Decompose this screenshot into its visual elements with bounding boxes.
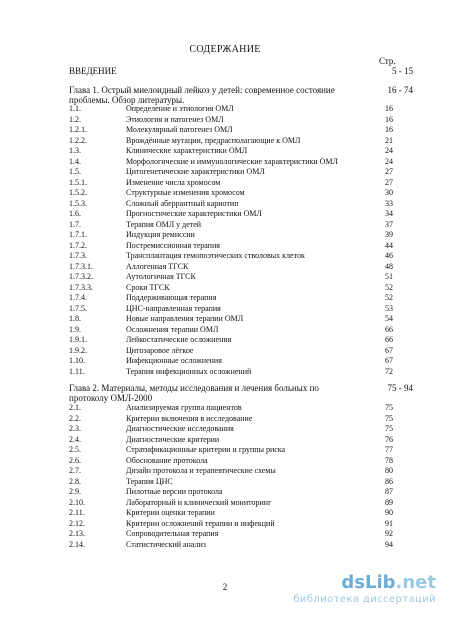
chapter1-title: Глава 1. Острый миелоидный лейкоз у детей: современное состояние проблемы. Обзор литературы. — [69, 85, 335, 105]
toc-number: 2.5. — [69, 445, 81, 454]
toc-number: 1.9.1. — [69, 335, 87, 344]
toc-page: 16 — [385, 104, 393, 113]
toc-title: Дизайн протокола и терапевтические схемы — [126, 466, 276, 475]
toc-page: 66 — [385, 324, 393, 334]
toc-title: Аутологичная ТГСК — [126, 272, 196, 281]
toc-number: 1.6. — [69, 209, 81, 218]
toc-row — [69, 325, 413, 336]
toc-number: 2.7. — [69, 466, 81, 475]
toc-row — [69, 519, 413, 530]
toc-title: Новые направления терапии ОМЛ — [126, 314, 244, 323]
toc-number: 1.7.3. — [69, 251, 87, 260]
toc-title: Анализируемая группа пациентов — [126, 403, 242, 412]
toc-number: 2.12. — [69, 518, 85, 528]
toc-page: 33 — [385, 198, 393, 208]
toc-title: Статистический анализ — [126, 539, 206, 549]
toc-title: Терапия инфекционных осложнений — [126, 366, 252, 376]
page-number: 2 — [222, 582, 228, 592]
toc-number: 1.7.1. — [69, 230, 87, 239]
toc-page: 66 — [385, 335, 393, 344]
toc-row — [69, 424, 413, 435]
toc-page: 16 — [385, 114, 393, 124]
toc-row — [69, 104, 413, 115]
toc-page: 16 — [385, 125, 393, 134]
toc-row — [69, 435, 413, 446]
toc-title: Индукция ремиссии — [126, 230, 195, 239]
toc-number: 2.2. — [69, 413, 81, 423]
toc-page: 48 — [385, 261, 393, 271]
toc-row — [69, 304, 413, 315]
toc-row — [69, 220, 413, 231]
toc-row — [69, 262, 413, 273]
toc-row — [69, 540, 413, 551]
intro-entry — [69, 66, 413, 76]
toc-row — [69, 456, 413, 467]
toc-number: 1.5. — [69, 167, 81, 176]
toc-number: 1.7.2. — [69, 240, 87, 250]
toc-title: Трансплантация гемопоэтических стволовых клеток — [126, 251, 305, 260]
toc-title: Пилотные версии протокола — [126, 487, 223, 496]
toc-row — [69, 414, 413, 425]
toc-row — [69, 125, 413, 136]
dslib-watermark — [293, 573, 436, 606]
toc-row — [69, 445, 413, 456]
toc-row — [69, 293, 413, 304]
toc-row — [69, 115, 413, 126]
toc-number: 1.2.2. — [69, 135, 87, 145]
toc-row — [69, 241, 413, 252]
toc-row — [69, 529, 413, 540]
toc-number: 1.7.5. — [69, 303, 87, 313]
intro-label: ВВЕДЕНИЕ — [69, 66, 117, 76]
toc-page: 39 — [385, 230, 393, 239]
toc-row — [69, 356, 413, 367]
toc-page: 30 — [385, 188, 393, 197]
toc-page: 52 — [385, 282, 393, 292]
toc-row — [69, 157, 413, 168]
toc-row — [69, 498, 413, 509]
toc-page: 75 — [385, 413, 393, 423]
toc-number: 2.6. — [69, 455, 81, 465]
toc-row — [69, 477, 413, 488]
chapter2-list — [69, 403, 413, 550]
toc-page: 67 — [385, 356, 393, 365]
toc-row — [69, 346, 413, 357]
toc-number: 1.7. — [69, 219, 81, 229]
toc-number: 1.5.1. — [69, 177, 87, 187]
toc-row — [69, 230, 413, 241]
toc-number: 2.9. — [69, 487, 81, 496]
toc-title: Критерии осложнений терапии и инфекций — [126, 518, 275, 528]
toc-title: Изменение числа хромосом — [126, 177, 221, 187]
toc-row — [69, 283, 413, 294]
toc-title: Диагностические критерии — [126, 434, 220, 444]
toc-row — [69, 199, 413, 210]
toc-page: 94 — [385, 539, 393, 549]
toc-page: 78 — [385, 455, 393, 465]
toc-title: Диагностические исследования — [126, 424, 234, 433]
toc-row — [69, 367, 413, 378]
toc-title: Этиология и патогенез ОМЛ — [126, 114, 224, 124]
chapter2-title: Глава 2. Материалы, методы исследования и лечения больных по протоколу ОМЛ-2000 — [69, 383, 319, 403]
toc-page: 67 — [385, 345, 393, 355]
toc-number: 2.13. — [69, 529, 85, 538]
toc-number: 1.2. — [69, 114, 81, 124]
toc-title: Сложный аберрантный кариотип — [126, 198, 239, 208]
toc-title: Постремиссионная терапия — [126, 240, 220, 250]
toc-number: 1.7.3.3. — [69, 282, 93, 292]
chapter1-pages: 16 - 74 — [387, 85, 413, 95]
toc-title: Молекулярный патогенез ОМЛ — [126, 125, 233, 134]
toc-page: 51 — [385, 272, 393, 281]
toc-title: Врождённые мутации, предрасполагающие к ОМЛ — [126, 135, 301, 145]
toc-page: 44 — [385, 240, 393, 250]
toc-page: 76 — [385, 434, 393, 444]
toc-row — [69, 178, 413, 189]
toc-title: Прогностические характеристики ОМЛ — [126, 209, 262, 218]
toc-row — [69, 167, 413, 178]
toc-page: 52 — [385, 293, 393, 302]
chapter2-pages: 75 - 94 — [387, 383, 413, 393]
watermark-tagline: библиотека диссертаций — [293, 594, 436, 605]
toc-number: 1.4. — [69, 156, 81, 166]
toc-title: ЦНС-направленная терапия — [126, 303, 221, 313]
toc-page: 54 — [385, 314, 393, 323]
toc-title: Лейкостатические осложнения — [126, 335, 232, 344]
toc-number: 1.8. — [69, 314, 81, 323]
toc-title: Цитозаровое лёгкое — [126, 345, 194, 355]
toc-page: 37 — [385, 219, 393, 229]
page-title: СОДЕРЖАНИЕ — [189, 44, 261, 55]
toc-title: Сроки ТГСК — [126, 282, 170, 292]
toc-row — [69, 251, 413, 262]
toc-number: 1.1. — [69, 104, 81, 113]
toc-title: Стратификационные критерии и группы риска — [126, 445, 286, 454]
toc-page: 27 — [385, 167, 393, 176]
toc-row — [69, 188, 413, 199]
toc-number: 1.7.3.1. — [69, 261, 93, 271]
toc-number: 1.10. — [69, 356, 85, 365]
toc-title: Осложнения терапии ОМЛ — [126, 324, 219, 334]
toc-title: Структурные изменения хромосом — [126, 188, 245, 197]
toc-page: 24 — [385, 146, 393, 155]
toc-row — [69, 146, 413, 157]
toc-page: 72 — [385, 366, 393, 376]
toc-title: Обоснование протокола — [126, 455, 208, 465]
toc-number: 2.3. — [69, 424, 81, 433]
toc-number: 2.8. — [69, 476, 81, 486]
toc-title: Морфологические и иммунологические характеристики ОМЛ — [126, 156, 338, 166]
chapter2-heading — [69, 383, 413, 403]
toc-number: 2.10. — [69, 497, 85, 507]
toc-page: 90 — [385, 508, 393, 517]
toc-page: 91 — [385, 518, 393, 528]
toc-row — [69, 136, 413, 147]
chapter1-heading — [69, 85, 413, 105]
toc-row — [69, 403, 413, 414]
toc-page: 80 — [385, 466, 393, 475]
intro-pages: 5 - 15 — [392, 66, 413, 76]
toc-row — [69, 314, 413, 325]
toc-number: 1.2.1. — [69, 125, 87, 134]
toc-page: 34 — [385, 209, 393, 218]
toc-row — [69, 335, 413, 346]
dslib-logo: dsLib.net — [341, 572, 436, 593]
toc-title: Инфекционные осложнения — [126, 356, 222, 365]
toc-number: 1.7.4. — [69, 293, 87, 302]
toc-title: Критерии оценки терапии — [126, 508, 215, 517]
toc-row — [69, 272, 413, 283]
toc-title: Критерии включения в исследование — [126, 413, 253, 423]
toc-row — [69, 466, 413, 477]
toc-title: Определение и этиология ОМЛ — [126, 104, 234, 113]
toc-page: 75 — [385, 424, 393, 433]
toc-number: 1.7.3.2. — [69, 272, 93, 281]
toc-title: Цитогенетические характеристики ОМЛ — [126, 167, 265, 176]
toc-page: 27 — [385, 177, 393, 187]
toc-number: 1.9. — [69, 324, 81, 334]
toc-title: Поддерживающая терапия — [126, 293, 217, 302]
toc-title: Клинические характеристики ОМЛ — [126, 146, 248, 155]
toc-row — [69, 487, 413, 498]
toc-page: 75 — [385, 403, 393, 412]
toc-page: 53 — [385, 303, 393, 313]
toc-page: 92 — [385, 529, 393, 538]
toc-number: 1.5.2. — [69, 188, 87, 197]
toc-number: 2.4. — [69, 434, 81, 444]
chapter1-list — [69, 104, 413, 377]
toc-title: Терапия ОМЛ у детей — [126, 219, 202, 229]
toc-title: Аллогенная ТГСК — [126, 261, 189, 271]
toc-page: 87 — [385, 487, 393, 496]
toc-number: 2.14. — [69, 539, 85, 549]
toc-page: 24 — [385, 156, 393, 166]
toc-page: 77 — [385, 445, 393, 454]
toc-row — [69, 209, 413, 220]
toc-page: 21 — [385, 135, 393, 145]
toc-title: Сопроводительная терапия — [126, 529, 219, 538]
toc-number: 1.9.2. — [69, 345, 87, 355]
toc-title: Терапия ЦНС — [126, 476, 173, 486]
toc-page: 89 — [385, 497, 393, 507]
toc-page: 46 — [385, 251, 393, 260]
toc-number: 1.3. — [69, 146, 81, 155]
toc-number: 2.1. — [69, 403, 81, 412]
toc-number: 2.11. — [69, 508, 85, 517]
pages-column-header: Стр. — [379, 56, 396, 66]
toc-number: 1.11. — [69, 366, 85, 376]
toc-page: 86 — [385, 476, 393, 486]
toc-row — [69, 508, 413, 519]
toc-number: 1.5.3. — [69, 198, 87, 208]
toc-title: Лабораторный и клинический мониторинг — [126, 497, 272, 507]
